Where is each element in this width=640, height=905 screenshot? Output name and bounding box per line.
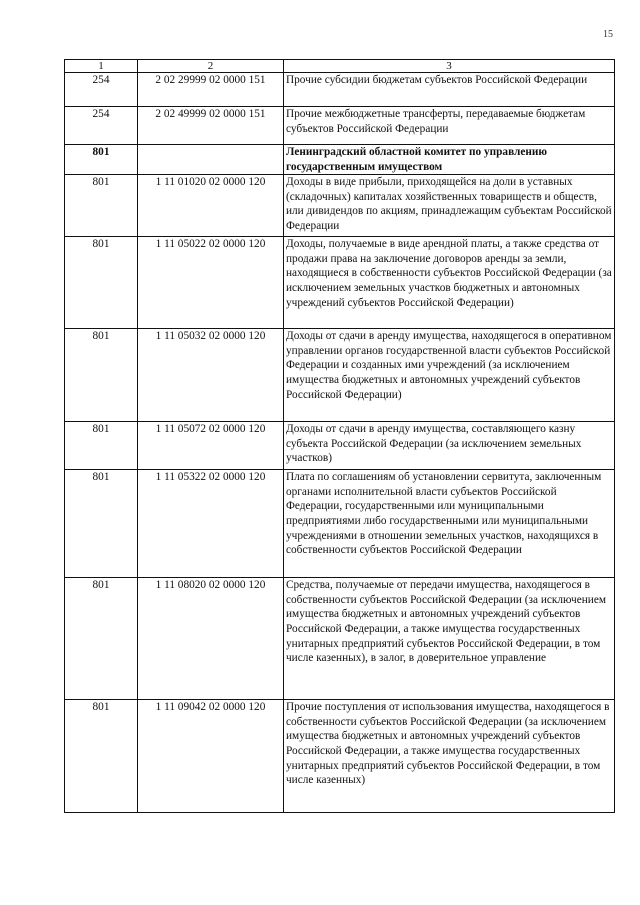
admin-code-cell: 801 [65, 329, 138, 422]
budget-code-cell: 1 11 05322 02 0000 120 [138, 470, 284, 578]
table-row [65, 578, 615, 700]
description-cell: Прочие поступления от использования имущества, находящегося в собственности субъектов Российской Федерации (за исключением имущества бюджетных и автономных учреждений субъектов Российской Федерации, а также имущества государственных унитарных предприятий субъектов Российской Федерации, в том числе казенных) [284, 700, 615, 813]
table-row [65, 237, 615, 329]
description-cell: Доходы в виде прибыли, приходящейся на доли в уставных (складочных) капиталах хозяйственных товариществ и обществ, или дивидендов по акциям, принадлежащим субъектам Российской Федерации [284, 175, 615, 237]
header-col-1: 1 [65, 60, 138, 73]
page-number: 15 [603, 29, 613, 40]
table-row [65, 470, 615, 578]
budget-code-cell [138, 145, 284, 175]
table-row [65, 73, 615, 107]
admin-code-cell: 254 [65, 107, 138, 145]
budget-code-cell: 1 11 05032 02 0000 120 [138, 329, 284, 422]
revenue-codes-table [64, 59, 615, 813]
table-row [65, 700, 615, 813]
table-row [65, 329, 615, 422]
description-cell: Прочие субсидии бюджетам субъектов Российской Федерации [284, 73, 615, 107]
table-row [65, 107, 615, 145]
budget-code-cell: 1 11 05022 02 0000 120 [138, 237, 284, 329]
admin-code-cell: 801 [65, 700, 138, 813]
table-row [65, 422, 615, 470]
header-col-3: 3 [284, 60, 615, 73]
header-col-2: 2 [138, 60, 284, 73]
description-cell: Доходы, получаемые в виде арендной платы, а также средства от продажи права на заключение договоров аренды за земли, находящиеся в собственности субъектов Российской Федерации (за исключением земельных участков бюджетных и автономных учреждений субъектов Российской Федерации) [284, 237, 615, 329]
description-cell: Средства, получаемые от передачи имущества, находящегося в собственности субъектов Российской Федерации (за исключением имущества бюджетных и автономных учреждений субъектов Российской Федерации, а также имущества государственных унитарных предприятий субъектов Российской Федерации, в том числе казенных), в залог, в доверительное управление [284, 578, 615, 700]
admin-code-cell: 801 [65, 578, 138, 700]
admin-code-cell: 801 [65, 145, 138, 175]
description-cell: Прочие межбюджетные трансферты, передаваемые бюджетам субъектов Российской Федерации [284, 107, 615, 145]
header-row [65, 60, 615, 73]
budget-code-cell: 1 11 05072 02 0000 120 [138, 422, 284, 470]
budget-code-cell: 1 11 08020 02 0000 120 [138, 578, 284, 700]
admin-code-cell: 801 [65, 237, 138, 329]
description-cell: Доходы от сдачи в аренду имущества, находящегося в оперативном управлении органов государственной власти субъектов Российской Федерации и созданных ими учреждений (за исключением имущества бюджетных и автономных учреждений субъектов Российской Федерации) [284, 329, 615, 422]
table-row [65, 175, 615, 237]
budget-code-cell: 1 11 01020 02 0000 120 [138, 175, 284, 237]
budget-code-cell: 2 02 49999 02 0000 151 [138, 107, 284, 145]
admin-code-cell: 801 [65, 470, 138, 578]
admin-code-cell: 254 [65, 73, 138, 107]
admin-code-cell: 801 [65, 175, 138, 237]
budget-code-cell: 2 02 29999 02 0000 151 [138, 73, 284, 107]
description-cell: Ленинградский областной комитет по управлению государственным имуществом [284, 145, 615, 175]
description-cell: Плата по соглашениям об установлении сервитута, заключенным органами исполнительной власти субъектов Российской Федерации, государственными или муниципальными предприятиями либо государственными или муниципальными учреждениями в отношении земельных участков, находящихся в собственности субъектов Российской Федерации [284, 470, 615, 578]
table-row [65, 145, 615, 175]
budget-code-cell: 1 11 09042 02 0000 120 [138, 700, 284, 813]
description-cell: Доходы от сдачи в аренду имущества, составляющего казну субъекта Российской Федерации (за исключением земельных участков) [284, 422, 615, 470]
admin-code-cell: 801 [65, 422, 138, 470]
